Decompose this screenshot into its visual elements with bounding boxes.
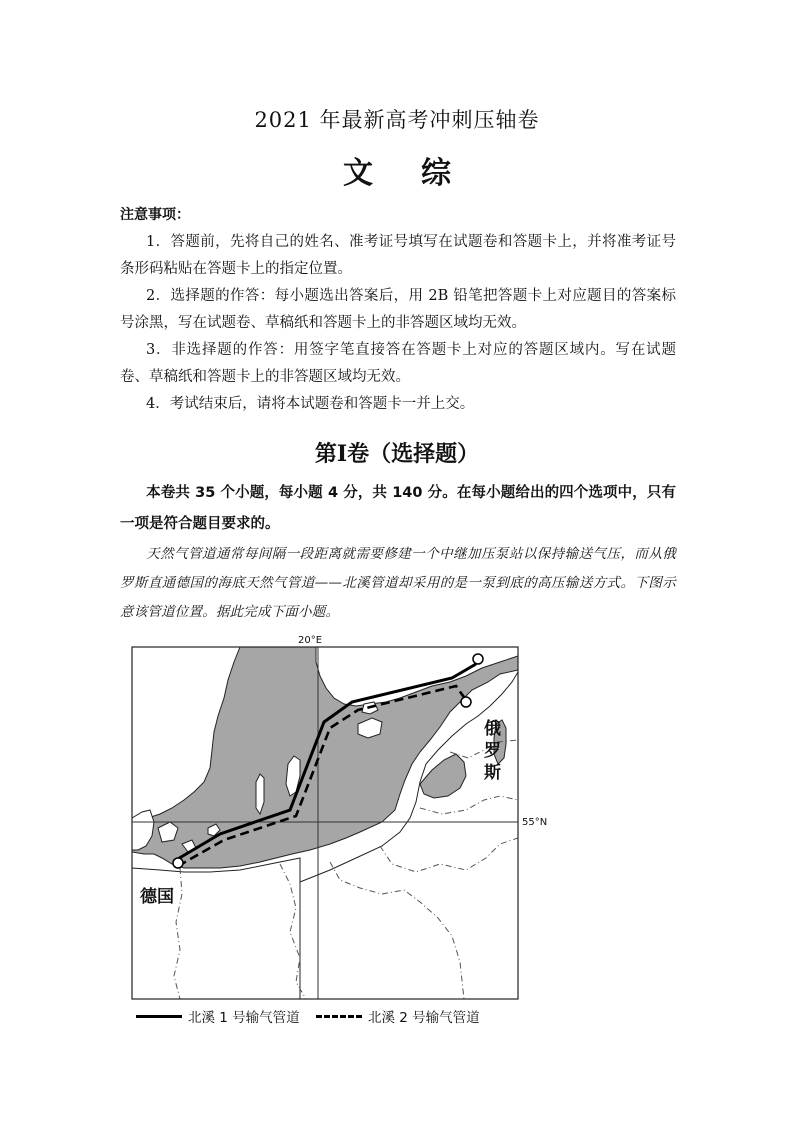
section-title: 第Ⅰ卷（选择题） xyxy=(314,441,480,467)
subject-char-2: 综 xyxy=(421,156,451,191)
russia-label-char-2: 罗 xyxy=(484,741,501,761)
question-passage: 天然气管道通常每间隔一段距离就需要修建一个中继加压泵站以保持输送气压，而从俄罗斯直通德国的海底天然气管道——北溪管道却采用的是一泵到底的高压输送方式。下图示意该管道位置。据此完成下面小题。 xyxy=(120,546,676,620)
pipeline-endpoint-russia-2 xyxy=(461,697,471,707)
pipeline-endpoint-russia-1 xyxy=(473,654,483,664)
pipeline-endpoint-germany xyxy=(173,858,183,868)
notice-item-2: 2．选择题的作答：每小题选出答案后，用 2B 铅笔把答题卡上对应题目的答案标号涂黑，写在试题卷、草稿纸和答题卡上的非答题区域均无效。 xyxy=(120,288,676,331)
section-instruction: 本卷共 35 个小题，每小题 4 分，共 140 分。在每小题给出的四个选项中，只有一项是符合题目要求的。 xyxy=(120,485,676,532)
map-legend xyxy=(136,1004,556,1028)
notice-item-4: 4．考试结束后，请将本试题卷和答题卡一并上交。 xyxy=(146,396,475,412)
germany-label: 德国 xyxy=(140,887,174,907)
legend-dashed-line xyxy=(316,1015,362,1018)
legend-pipeline1-label: 北溪 1 号输气管道 xyxy=(188,1010,300,1026)
latitude-label: 55°N xyxy=(522,817,548,828)
subject-title xyxy=(0,148,794,192)
paper-title: 2021 年最新高考冲刺压轴卷 xyxy=(254,108,540,132)
russia-label-char-1: 俄 xyxy=(484,719,501,739)
pipeline-map xyxy=(120,632,548,1004)
notice-item-1: 1．答题前，先将自己的姓名、准考证号填写在试题卷和答题卡上，并将准考证号条形码粘贴在答题卡上的指定位置。 xyxy=(120,234,676,277)
subject-char-1: 文 xyxy=(343,156,373,191)
southern-land xyxy=(132,858,300,999)
legend-pipeline2-label: 北溪 2 号输气管道 xyxy=(368,1010,480,1026)
russia-label-char-3: 斯 xyxy=(484,763,501,783)
notice-item-3: 3．非选择题的作答：用签字笔直接答在答题卡上对应的答题区域内。写在试题卷、草稿纸和答题卡上的非答题区域均无效。 xyxy=(120,342,676,385)
notice-heading: 注意事项： xyxy=(120,207,190,223)
legend-solid-line xyxy=(136,1015,182,1018)
longitude-label: 20°E xyxy=(298,635,323,646)
